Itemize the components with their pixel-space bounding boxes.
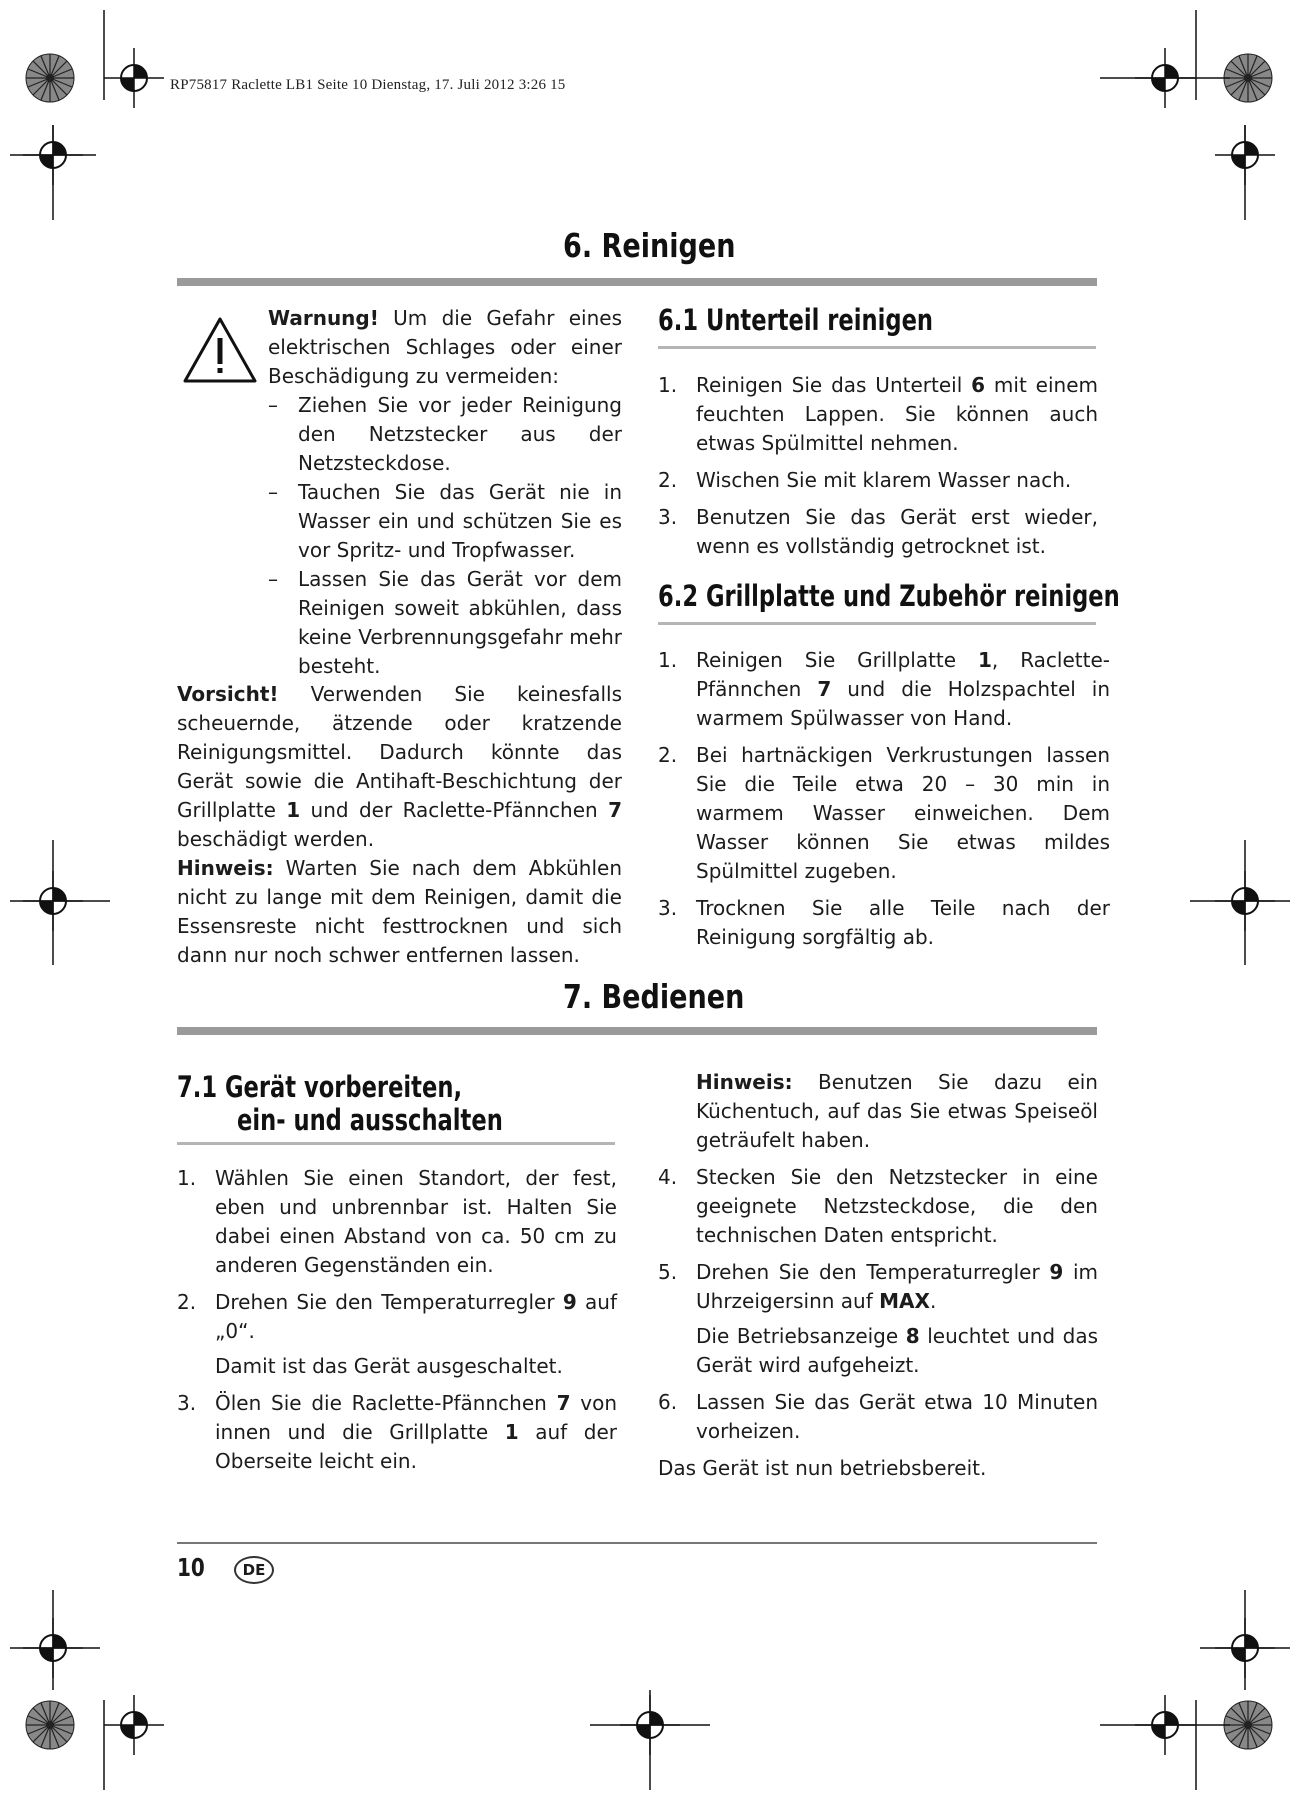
- list-number: 3.: [658, 505, 678, 529]
- ref-number: 7: [556, 1391, 571, 1415]
- list-text: und die Holzspachtel in warmem Spülwasser von Hand.: [696, 677, 1111, 730]
- ref-number: 7: [817, 677, 832, 701]
- list-number: 2.: [658, 743, 678, 767]
- list-subtext: Die Betriebsanzeige: [696, 1324, 906, 1348]
- note-lead: Hinweis:: [177, 856, 274, 880]
- list-number: 1.: [658, 648, 678, 672]
- warning-item: – Ziehen Sie vor jeder Reinigung den Netzstecker aus der Netzsteckdose.: [268, 391, 622, 478]
- list-subtext: Damit ist das Gerät ausgeschaltet.: [215, 1354, 563, 1378]
- section-6-2-title: 6.2 Grillplatte und Zubehör reinigen: [658, 579, 1120, 613]
- list-text: Drehen Sie den Temperaturregler: [696, 1260, 1050, 1284]
- list-number: 3.: [177, 1391, 197, 1415]
- list-item: [177, 1164, 617, 1280]
- list-number: 4.: [658, 1165, 678, 1189]
- list-item: [658, 1163, 1098, 1250]
- list-number: 1.: [658, 373, 678, 397]
- list-number: 5.: [658, 1260, 678, 1284]
- list-item: [658, 646, 1110, 733]
- section-7-1-rule: [177, 1142, 615, 1145]
- section-6-rule: [177, 278, 1097, 286]
- list-text: Benutzen Sie das Gerät erst wieder, wenn es vollständig getrocknet ist.: [696, 505, 1098, 558]
- country-badge: DE: [234, 1556, 274, 1584]
- list-text: Ölen Sie die Raclette-Pfännchen: [215, 1391, 557, 1415]
- warning-lead: Warnung!: [268, 306, 379, 330]
- list-item: [658, 741, 1110, 886]
- list-item: [177, 1288, 617, 1381]
- section-7-rule: [177, 1027, 1097, 1035]
- list-text: auf „0“.: [215, 1290, 617, 1343]
- list-item: [658, 466, 1098, 495]
- final-sentence: Das Gerät ist nun betriebsbereit.: [658, 1456, 987, 1480]
- section-6-title: 6. Reinigen: [563, 226, 736, 265]
- note-text: Warten Sie nach dem Abkühlen nicht zu lange mit dem Reinigen, damit die Essensreste nicht festtrocknen und sich dann nur noch schwer entfernen lassen.: [177, 856, 622, 967]
- list-text: , Raclette-Pfännchen: [696, 648, 1110, 701]
- section-7-1-list: [177, 1164, 617, 1484]
- list-text: Wischen Sie mit klarem Wasser nach.: [696, 468, 1072, 492]
- list-number: 3.: [658, 896, 678, 920]
- list-item: [658, 1388, 1098, 1446]
- list-item: [177, 1389, 617, 1476]
- list-number: 6.: [658, 1390, 678, 1414]
- ref-number: 9: [562, 1290, 577, 1314]
- warning-item-text: Tauchen Sie das Gerät nie in Wasser ein und schützen Sie es vor Spritz- und Tropfwasser.: [298, 480, 622, 562]
- ref-number: 8: [905, 1324, 920, 1348]
- list-item: [658, 371, 1098, 458]
- list-number: 2.: [658, 468, 678, 492]
- ref-number: 9: [1049, 1260, 1064, 1284]
- page-number: 10: [177, 1553, 205, 1582]
- print-header: RP75817 Raclette LB1 Seite 10 Dienstag, 17. Juli 2012 3:26 15: [170, 77, 566, 93]
- section-6-1-rule: [658, 346, 1096, 349]
- ref-number: 6: [971, 373, 986, 397]
- list-text: Reinigen Sie Grillplatte: [696, 648, 978, 672]
- section-7-1-title-line2: ein- und ausschalten: [237, 1103, 503, 1137]
- section-6-2-rule: [658, 622, 1096, 625]
- section-7-1-title: 7.1 Gerät vorbereiten,: [177, 1070, 463, 1104]
- warning-item-text: Lassen Sie das Gerät vor dem Reinigen soweit abkühlen, dass keine Verbrennungsgefahr mehr besteht.: [298, 567, 622, 678]
- list-item: [658, 894, 1110, 952]
- list-number: 2.: [177, 1290, 197, 1314]
- warning-item: – Tauchen Sie das Gerät nie in Wasser ein und schützen Sie es vor Spritz- und Tropfwasser.: [268, 478, 622, 565]
- warning-triangle-icon: [182, 316, 258, 384]
- footer-rule: [177, 1542, 1097, 1544]
- list-item: [658, 1258, 1098, 1380]
- list-subtext: leuchtet und das Gerät wird aufgeheizt.: [696, 1324, 1099, 1377]
- list-text: Trocknen Sie alle Teile nach der Reinigung sorgfältig ab.: [696, 896, 1110, 949]
- ref-number: 1: [978, 648, 992, 672]
- caution-text: Verwenden Sie keinesfalls scheuernde, ätzende oder kratzende Reinigungsmittel. Dadurch könnte das Gerät sowie die Antihaft-Beschichtung der Grillplatte: [177, 682, 622, 822]
- ref-number: 7: [608, 798, 622, 822]
- caution-text: und der Raclette-Pfännchen: [300, 798, 609, 822]
- section-6-2-list: [658, 646, 1110, 960]
- caution-block: [177, 680, 622, 970]
- list-text: von innen und die Grillplatte: [215, 1391, 617, 1444]
- warning-item-text: Ziehen Sie vor jeder Reinigung den Netzstecker aus der Netzsteckdose.: [298, 393, 622, 475]
- caution-lead: Vorsicht!: [177, 682, 279, 706]
- list-text: auf der Oberseite leicht ein.: [215, 1420, 617, 1473]
- list-text: mit einem feuchten Lappen. Sie können auch etwas Spülmittel nehmen.: [696, 373, 1098, 455]
- ref-number: 1: [504, 1420, 519, 1444]
- warning-text: Um die Gefahr eines elektrischen Schlages oder einer Beschädigung zu vermeiden:: [268, 306, 622, 388]
- list-text: Stecken Sie den Netzstecker in eine geeignete Netzsteckdose, die den technischen Daten entspricht.: [696, 1165, 1098, 1247]
- list-text: Wählen Sie einen Standort, der fest, eben und unbrennbar ist. Halten Sie dabei einen Abstand von ca. 50 cm zu anderen Gegenständen ein.: [215, 1166, 617, 1277]
- list-text: Drehen Sie den Temperaturregler: [215, 1290, 563, 1314]
- section-6-1-list: [658, 371, 1098, 569]
- ref-number: 1: [286, 798, 301, 822]
- list-text: im Uhrzeigersinn auf: [696, 1260, 1098, 1313]
- list-text: Lassen Sie das Gerät etwa 10 Minuten vorheizen.: [696, 1390, 1098, 1443]
- note-text: Benutzen Sie dazu ein Küchentuch, auf das Sie etwas Speiseöl geträufelt haben.: [696, 1070, 1098, 1152]
- max-label: MAX: [879, 1289, 930, 1313]
- section-6-1-title: 6.1 Unterteil reinigen: [658, 303, 934, 337]
- list-number: 1.: [177, 1166, 197, 1190]
- section-7-title: 7. Bedienen: [563, 977, 745, 1016]
- section-7-right-column: [658, 1068, 1098, 1483]
- caution-text: beschädigt werden.: [177, 827, 375, 851]
- note-lead: Hinweis:: [696, 1070, 793, 1094]
- warning-item: – Lassen Sie das Gerät vor dem Reinigen soweit abkühlen, dass keine Verbrennungsgefahr mehr besteht.: [268, 565, 622, 681]
- list-item: [658, 503, 1098, 561]
- list-text: Reinigen Sie das Unterteil: [696, 373, 972, 397]
- list-text: Bei hartnäckigen Verkrustungen lassen Sie die Teile etwa 20 – 30 min in warmem Wasser einweichen. Dem Wasser können Sie etwas mildes Spülmittel zugeben.: [696, 743, 1110, 883]
- list-text: .: [929, 1289, 937, 1313]
- warning-block: [268, 304, 622, 681]
